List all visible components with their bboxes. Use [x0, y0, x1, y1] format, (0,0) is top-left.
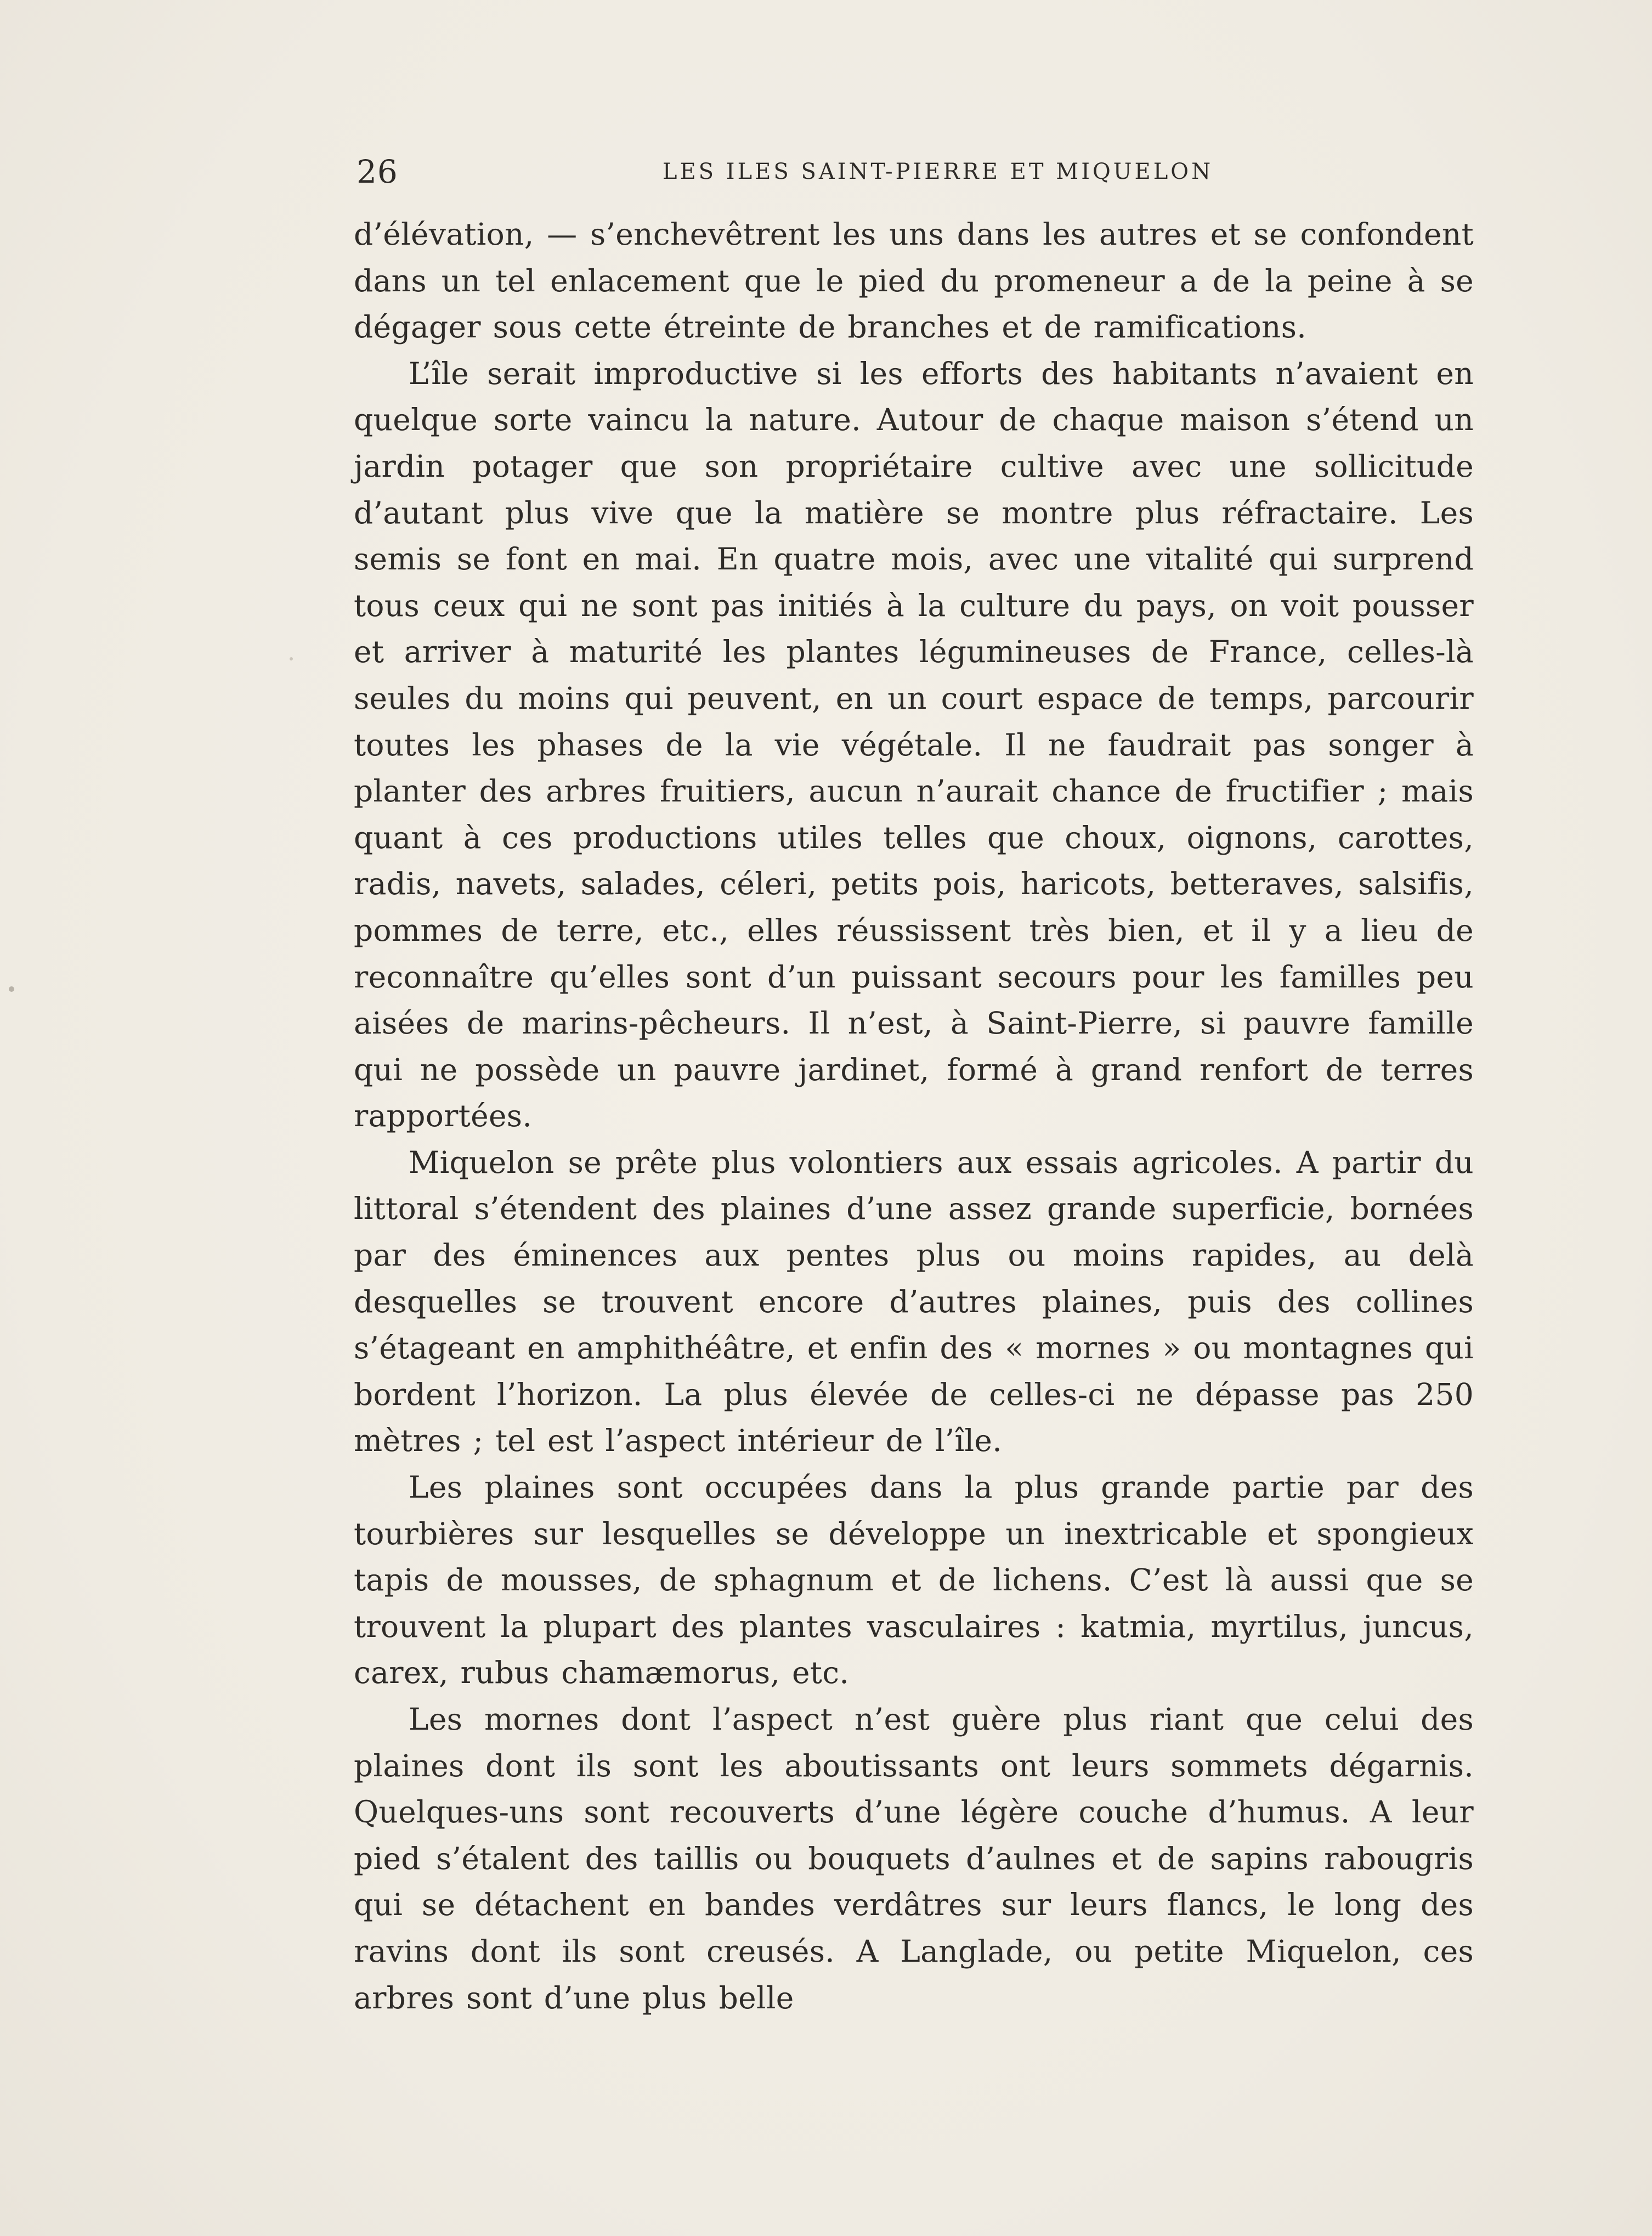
page-header — [357, 147, 1475, 196]
page-number: 26 — [357, 153, 398, 190]
paragraph-miquelon: Miquelon se prête plus volontiers aux essais agricoles. A partir du littoral s’étendent des plaines d’une assez grande superficie, bornées par des éminences aux pentes plus ou moins rapides, au delà desquelles se trouvent encore d’autres plaines, puis des collines s’étageant en amphithéâtre, et enfin des « mornes » ou montagnes qui bordent l’horizon. La plus élevée de celles-ci ne dépasse pas 250 mètres ; tel est l’aspect intérieur de l’île. — [354, 1144, 1474, 1459]
body-text — [354, 211, 1474, 2021]
paper-speck — [290, 657, 293, 660]
paragraph-gardens: L’île serait improductive si les efforts des habitants n’avaient en quelque sorte vaincu la nature. Autour de chaque maison s’étend un jardin potager que son propriétaire cultive avec une sollicitude d’autant plus vive que la matière se montre plus réfractaire. Les semis se font en mai. En quatre mois, avec une vitalité qui surprend tous ceux qui ne sont pas initiés à la culture du pays, on voit pousser et arriver à maturité les plantes légumineuses de France, celles-là seules du moins qui peuvent, en un court espace de temps, parcourir toutes les phases de la vie végétale. Il ne faudrait pas songer à planter des arbres fruitiers, aucun n’aurait chance de fructifier ; mais quant à ces productions utiles telles que choux, oignons, carottes, radis, navets, salades, céleri, petits pois, haricots, betteraves, salsifis, pommes de terre, etc., elles réussissent très bien, et il y a lieu de reconnaître qu’elles sont d’un puissant secours pour les familles peu aisées de marins-pêcheurs. Il n’est, à Saint-Pierre, si pauvre famille qui ne possède un pauvre jardinet, formé à grand renfort de terres rapportées. — [354, 355, 1474, 1134]
paragraph-plains: Les plaines sont occupées dans la plus grande partie par des tourbières sur lesquelles se développe un inextricable et spongieux tapis de mousses, de sphagnum et de lichens. C’est là aussi que se trouvent la plupart des plantes vasculaires : katmia, myrtilus, juncus, carex, rubus chamæmorus, etc. — [354, 1470, 1474, 1691]
running-title: LES ILES SAINT-PIERRE ET MIQUELON — [662, 159, 1214, 184]
paragraph-mornes: Les mornes dont l’aspect n’est guère plus riant que celui des plaines dont ils sont les aboutissants ont leurs sommets dégarnis. Quelques-uns sont recouverts d’une légère couche d’humus. A leur pied s’étalent des taillis ou bouquets d’aulnes et de sapins rabougris qui se détachent en bandes verdâtres sur leurs flancs, le long des ravins dont ils sont creusés. A Langlade, ou petite Miquelon, ces arbres sont d’une plus belle — [354, 1702, 1474, 2015]
paper-speck — [9, 986, 14, 992]
paragraph-continuation: d’élévation, — s’enchevêtrent les uns dans les autres et se confondent dans un tel enlacement que le pied du promeneur a de la peine à se dégager sous cette étreinte de branches et de ramifications. — [354, 217, 1474, 345]
